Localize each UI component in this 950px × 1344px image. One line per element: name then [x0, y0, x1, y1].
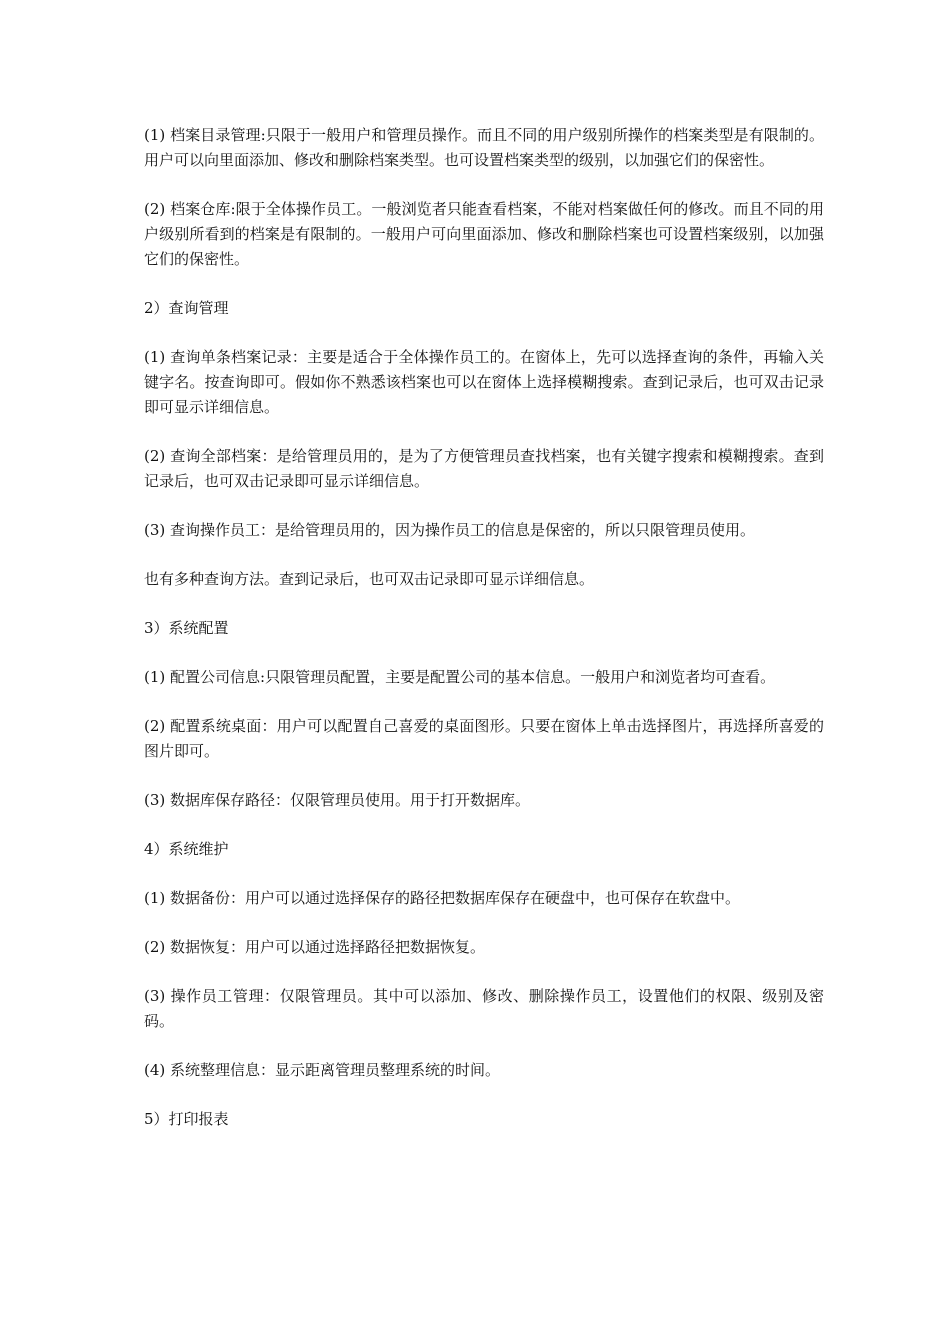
paragraph-database-path: (3) 数据库保存路径：仅限管理员使用。用于打开数据库。 [144, 791, 531, 809]
section-heading-system-config: 3）系统配置 [144, 619, 229, 637]
paragraph-config-company: (1) 配置公司信息:只限管理员配置，主要是配置公司的基本信息。一般用户和浏览者均可查看。 [144, 668, 776, 686]
paragraph-archive-warehouse: (2) 档案仓库:限于全体操作员工。一般浏览者只能查看档案，不能对档案做任何的修改。而且不同的用户级别所看到的档案是有限制的。一般用户可向里面添加、修改和删除档案也可设置档案级别，以加强它们的保密性。 [144, 200, 824, 268]
paragraph-query-methods: 也有多种查询方法。查到记录后，也可双击记录即可显示详细信息。 [144, 570, 595, 588]
paragraph-query-operators: (3) 查询操作员工：是给管理员用的，因为操作员工的信息是保密的，所以只限管理员使用。 [144, 521, 756, 539]
paragraph-data-backup: (1) 数据备份：用户可以通过选择保存的路径把数据库保存在硬盘中，也可保存在软盘中。 [144, 889, 741, 907]
document-body [144, 123, 824, 1156]
paragraph-archive-directory: (1) 档案目录管理:只限于一般用户和管理员操作。而且不同的用户级别所操作的档案类型是有限制的。用户可以向里面添加、修改和删除档案类型。也可设置档案类型的级别，以加强它们的保密性。 [144, 126, 824, 169]
section-heading-system-maintenance: 4）系统维护 [144, 840, 229, 858]
paragraph-system-cleanup-info: (4) 系统整理信息：显示距离管理员整理系统的时间。 [144, 1061, 501, 1079]
paragraph-data-restore: (2) 数据恢复：用户可以通过选择路径把数据恢复。 [144, 938, 486, 956]
paragraph-config-desktop: (2) 配置系统桌面：用户可以配置自己喜爱的桌面图形。只要在窗体上单击选择图片，再选择所喜爱的图片即可。 [144, 717, 824, 760]
paragraph-operator-management: (3) 操作员工管理：仅限管理员。其中可以添加、修改、删除操作员工，设置他们的权限、级别及密码。 [144, 987, 824, 1030]
section-heading-print-reports: 5）打印报表 [144, 1110, 229, 1128]
paragraph-query-all-archives: (2) 查询全部档案：是给管理员用的，是为了方便管理员查找档案，也有关键字搜索和模糊搜索。查到记录后，也可双击记录即可显示详细信息。 [144, 447, 824, 490]
paragraph-query-single-record: (1) 查询单条档案记录：主要是适合于全体操作员工的。在窗体上，先可以选择查询的条件，再输入关键字名。按查询即可。假如你不熟悉该档案也可以在窗体上选择模糊搜索。查到记录后，也可双击记录即可显示详细信息。 [144, 348, 824, 416]
section-heading-query-management: 2）查询管理 [144, 299, 229, 317]
